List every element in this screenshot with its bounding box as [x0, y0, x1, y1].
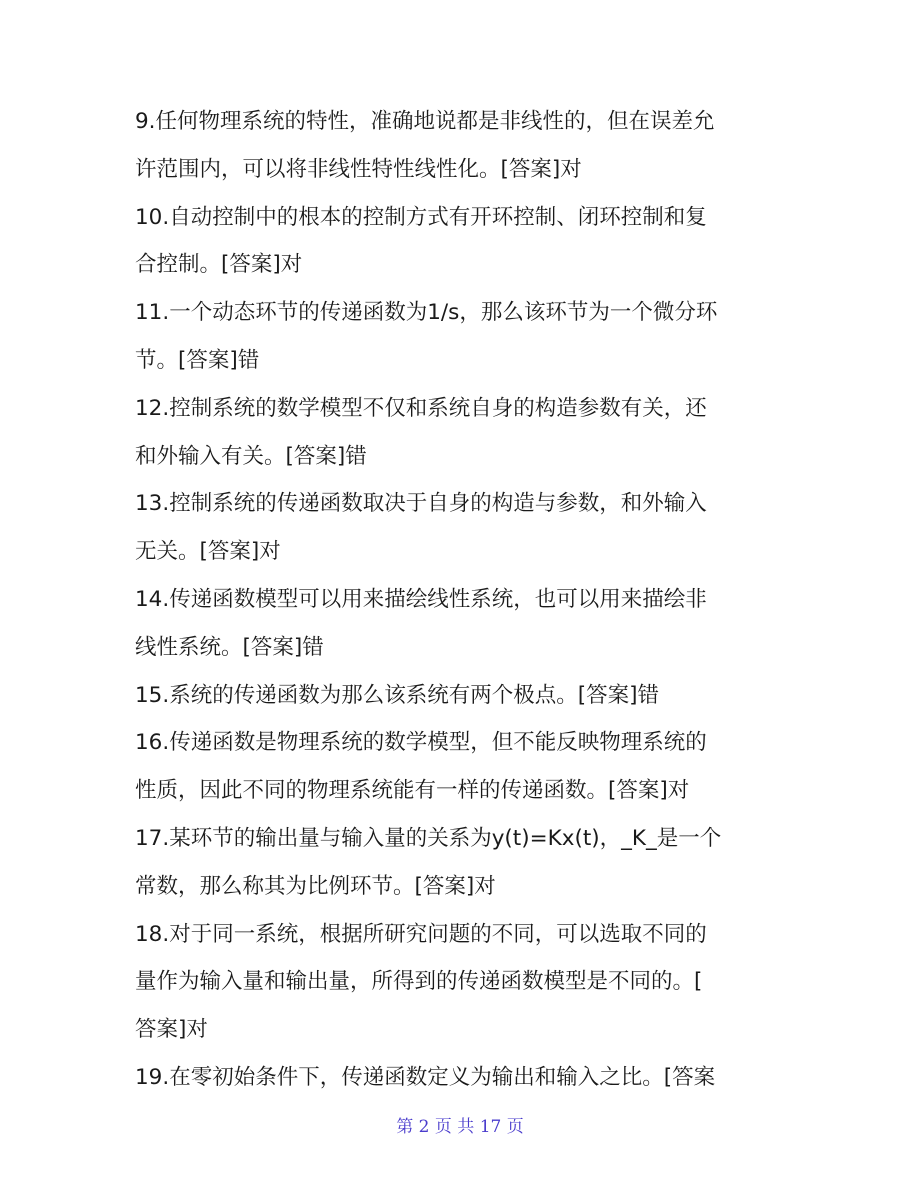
text-line: 17.某环节的输出量与输入量的关系为y(t)=Kx(t)，_K_是一个 [135, 825, 722, 851]
text-line: 14.传递函数模型可以用来描绘线性系统，也可以用来描绘非 [135, 586, 707, 612]
text-line: 常数，那么称其为比例环节。[答案]对 [135, 873, 496, 899]
text-line: 和外输入有关。[答案]错 [135, 443, 367, 469]
text-line: 合控制。[答案]对 [135, 252, 303, 278]
text-line: 18.对于同一系统，根据所研究问题的不同，可以选取不同的 [135, 921, 707, 947]
text-line: 无关。[答案]对 [135, 539, 281, 565]
text-line: 性质，因此不同的物理系统能有一样的传递函数。[答案]对 [135, 778, 690, 804]
text-line: 节。[答案]错 [135, 347, 260, 373]
text-line: 线性系统。[答案]错 [135, 634, 324, 660]
text-line: 答案]对 [135, 1017, 208, 1043]
text-line: 16.传递函数是物理系统的数学模型，但不能反映物理系统的 [135, 730, 707, 756]
text-line: 15.系统的传递函数为那么该系统有两个极点。[答案]错 [135, 682, 659, 708]
document-body [135, 98, 795, 1102]
text-line: 许范围内，可以将非线性特性线性化。[答案]对 [135, 156, 582, 182]
text-line: 10.自动控制中的根本的控制方式有开环控制、闭环控制和复 [135, 204, 707, 230]
page-number-footer: 第 2 页 共 17 页 [396, 1117, 524, 1137]
text-line: 19.在零初始条件下，传递函数定义为输出和输入之比。[答案 [135, 1064, 716, 1090]
text-line: 9.任何物理系统的特性，准确地说都是非线性的，但在误差允 [135, 109, 715, 134]
text-line: 11.一个动态环节的传递函数为1/s，那么该环节为一个微分环 [135, 300, 718, 326]
text-line: 12.控制系统的数学模型不仅和系统自身的构造参数有关，还 [135, 395, 707, 421]
text-line: 量作为输入量和输出量，所得到的传递函数模型是不同的。[ [135, 969, 703, 995]
text-line: 13.控制系统的传递函数取决于自身的构造与参数，和外输入 [135, 491, 707, 517]
